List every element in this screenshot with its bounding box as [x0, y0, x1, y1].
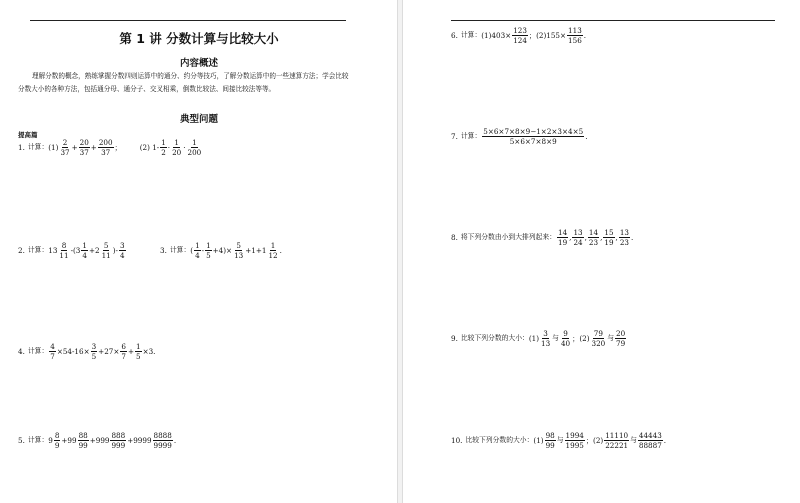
- operator: +: [90, 143, 97, 153]
- problem-label: 计算：: [27, 347, 49, 356]
- fraction: $\frac{123}{124}$: [513, 26, 527, 46]
- separator: ,: [615, 233, 618, 243]
- problem-label: 比较下列分数的大小：: [465, 436, 534, 445]
- problem-label: 计算：: [27, 143, 49, 152]
- separator: ；: [114, 143, 122, 153]
- operator: +9999: [127, 436, 152, 446]
- operator: .: [173, 436, 177, 446]
- operator: ×3.: [142, 347, 156, 357]
- fraction: $\frac{1}{12}$: [268, 241, 278, 261]
- operator: -(3: [70, 246, 81, 256]
- part-label: (1): [528, 334, 540, 344]
- operator: +: [127, 347, 134, 357]
- fraction: $\frac{1}{4}$: [195, 241, 200, 261]
- lecture-title: 第 1 讲 分数计算与比较大小: [119, 31, 279, 46]
- separator: ,: [584, 233, 587, 243]
- compare-word: 与: [556, 436, 564, 445]
- fraction: $\frac{8888}{9999}$: [153, 431, 172, 451]
- problem-number: 6.: [451, 31, 458, 41]
- fraction: $\frac{13}{23}$: [619, 228, 629, 248]
- operator: +2: [88, 246, 100, 256]
- fraction: $\frac{5}{13}$: [234, 241, 244, 261]
- fraction: $\frac{1994}{1995}$: [565, 431, 584, 451]
- problem-label: 计算：: [460, 132, 482, 141]
- operator: +99: [61, 436, 77, 446]
- compare-word: 与: [552, 334, 559, 343]
- separator: ,: [600, 233, 603, 243]
- fraction: $\frac{1}{4}$: [82, 241, 87, 261]
- problem-number: 5.: [18, 436, 25, 446]
- fraction: $\frac{6}{7}$: [121, 342, 126, 362]
- fraction: $\frac{5}{11}$: [101, 241, 111, 261]
- fraction: $\frac{1}{5}$: [206, 241, 211, 261]
- operator: .: [630, 233, 634, 243]
- fraction: $\frac{5\times 6\times 7\times 8\times 9-1\times 2\times 3\times 4\times 5}{5\times 6\times 7\times 8\times 9}$: [483, 127, 584, 147]
- fraction: $\frac{1}{200}$: [187, 138, 202, 158]
- fraction: $\frac{11110}{22221}$: [605, 431, 629, 451]
- problem-4: [18, 343, 155, 360]
- operator: -: [201, 246, 205, 256]
- header-rule: [30, 20, 346, 21]
- section-label: 提高篇: [18, 131, 38, 139]
- problem-label: 比较下列分数的大小：: [460, 334, 529, 343]
- problem-10: [451, 432, 666, 449]
- operator: ·: [167, 143, 171, 153]
- problem-number: 9.: [451, 334, 458, 344]
- fraction: $\frac{98}{99}$: [545, 431, 555, 451]
- part-label: (2): [579, 334, 590, 344]
- fraction: $\frac{20}{79}$: [616, 329, 626, 349]
- compare-word: 与: [630, 436, 637, 445]
- fraction: $\frac{13}{24}$: [573, 228, 583, 248]
- operator: .: [583, 31, 587, 41]
- fraction: $\frac{2}{37}$: [60, 138, 70, 158]
- problem-number: 4.: [18, 347, 25, 357]
- problem-2: [18, 242, 127, 259]
- fraction: $\frac{8}{9}$: [54, 431, 60, 451]
- fraction: $\frac{1}{2}$: [161, 138, 166, 158]
- fraction: $\frac{3}{13}$: [541, 329, 551, 349]
- fraction: $\frac{3}{5}$: [91, 342, 97, 362]
- overview-text: 理解分数的概念，熟练掌握分数四则运算中的通分、约分等技巧，了解分数运算中的一些速算方法；学会比较分数大小的各种方法，包括通分母、通分子、交叉相乘，倒数比较法、间接比较法等等。: [18, 72, 349, 93]
- operator: ×54-16×: [56, 347, 90, 357]
- typical-heading: 典型问题: [179, 114, 218, 125]
- part-label: (2): [593, 436, 604, 446]
- operator: +: [71, 143, 78, 153]
- separator: ；: [585, 436, 594, 446]
- fraction: $\frac{888}{999}$: [111, 431, 126, 451]
- problem-number: 7.: [451, 132, 458, 142]
- compare-word: 与: [607, 334, 615, 343]
- fraction: $\frac{113}{156}$: [568, 26, 582, 46]
- operator: +27×: [98, 347, 120, 357]
- fraction: $\frac{14}{23}$: [588, 228, 599, 248]
- left-page: [0, 0, 398, 503]
- problem-number: 8.: [451, 233, 458, 243]
- problem-number: 10.: [451, 436, 463, 446]
- fraction: $\frac{88}{99}$: [78, 431, 88, 451]
- header-rule: [451, 20, 775, 21]
- operator: .: [585, 132, 588, 142]
- fraction: $\frac{8}{11}$: [59, 241, 69, 261]
- fraction: $\frac{9}{40}$: [560, 329, 571, 349]
- fraction: $\frac{200}{37}$: [98, 138, 113, 158]
- operator: (: [190, 246, 194, 256]
- right-page: [402, 0, 800, 503]
- fraction: $\frac{44443}{88887}$: [638, 431, 662, 451]
- problem-label: 计算：: [460, 31, 482, 40]
- separator: ；: [572, 334, 580, 344]
- part-label: (2)155×: [536, 31, 567, 41]
- problem-number: 1.: [18, 143, 25, 153]
- fraction: $\frac{79}{320}$: [591, 329, 606, 349]
- fraction: $\frac{20}{37}$: [79, 138, 89, 158]
- operator: .: [279, 246, 282, 256]
- separator: ,: [569, 233, 572, 243]
- fraction: $\frac{1}{20}$: [172, 138, 182, 158]
- whole-number: 9: [48, 436, 53, 446]
- problem-label: 计算：: [27, 436, 49, 445]
- whole-number: 13: [48, 246, 58, 256]
- problem-label: 计算：: [169, 246, 191, 255]
- problem-7: [451, 128, 587, 145]
- fraction: $\frac{4}{7}$: [50, 342, 55, 362]
- part-label: (1): [533, 436, 544, 446]
- separator: ；: [528, 31, 537, 41]
- operator: +4)×: [212, 246, 233, 256]
- fraction: $\frac{15}{19}$: [604, 228, 614, 248]
- operator: )-: [112, 246, 118, 256]
- fraction: $\frac{3}{4}$: [119, 241, 125, 261]
- part-label: (1): [48, 143, 59, 153]
- operator: +1+1: [245, 246, 267, 256]
- part-label: (1)403×: [481, 31, 512, 41]
- operator: +999: [89, 436, 110, 446]
- problem-number: 3.: [160, 246, 167, 256]
- problem-label: 计算：: [27, 246, 49, 255]
- problem-1: [18, 139, 203, 156]
- operator: ·: [183, 143, 186, 153]
- problem-number: 2.: [18, 246, 25, 256]
- fraction: $\frac{14}{19}$: [558, 228, 568, 248]
- problem-5: [18, 432, 176, 449]
- problem-3: [160, 242, 282, 259]
- fraction: $\frac{1}{5}$: [135, 342, 141, 362]
- operator: .: [663, 436, 667, 446]
- problem-6: [451, 27, 586, 44]
- problem-label: 将下列分数由小到大排列起来：: [460, 233, 557, 242]
- overview-heading: 内容概述: [179, 58, 218, 69]
- problem-8: [451, 229, 633, 246]
- problem-9: [451, 330, 627, 347]
- part-label: (2) 1-: [139, 143, 160, 153]
